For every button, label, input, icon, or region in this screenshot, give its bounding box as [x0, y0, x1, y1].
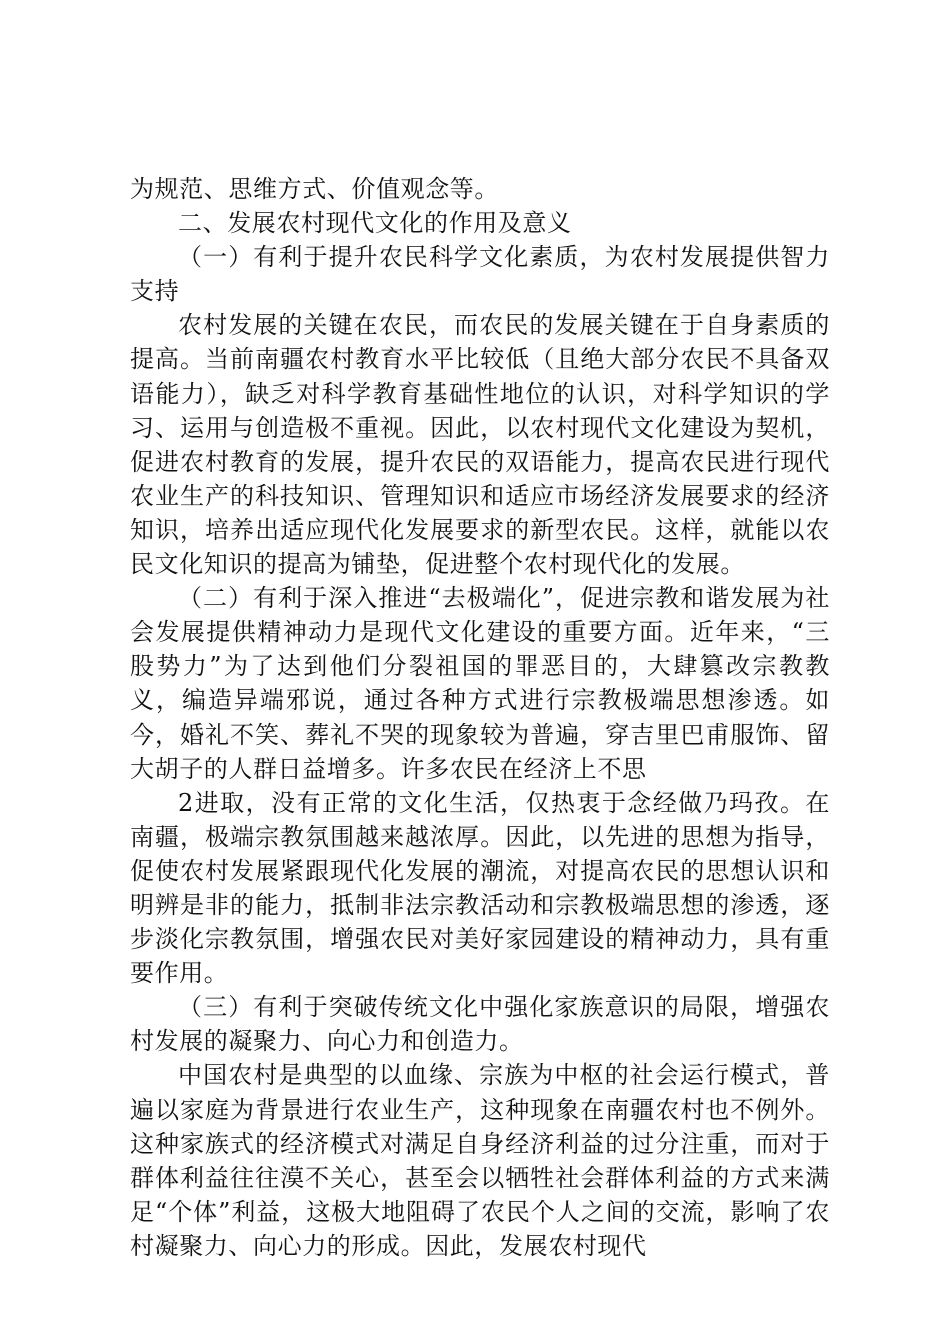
section-heading-2: 二、发展农村现代文化的作用及意义 [178, 209, 572, 238]
subheading-3: （三）有利于突破传统文化中强化家族意识的局限，增强农村发展的凝聚力、向心力和创造力。 [130, 993, 830, 1056]
subheading-1: （一）有利于提升农民科学文化素质，为农村发展提供智力支持 [130, 243, 830, 306]
document-body [130, 172, 830, 1263]
subheading-2-paragraph: （二）有利于深入推进“去极端化”，促进宗教和谐发展为社会发展提供精神动力是现代文化建设的重要方面。近年来，“三股势力”为了达到他们分裂祖国的罪恶目的，大肆篡改宗教教义，编造异端邪说，通过各种方式进行宗教极端思想渗透。如今，婚礼不笑、葬礼不哭的现象较为普遍，穿吉里巴甫服饰、留大胡子的人群日益增多。许多农民在经济上不思 [130, 584, 830, 783]
paragraph-3: 中国农村是典型的以血缘、宗族为中枢的社会运行模式，普遍以家庭为背景进行农业生产，这种现象在南疆农村也不例外。这种家族式的经济模式对满足自身经济利益的过分注重，而对于群体利益往往漠不关心，甚至会以牺牲社会群体利益的方式来满足“个体”利益，这极大地阻碍了农民个人之间的交流，影响了农村凝聚力、向心力的形成。因此，发展农村现代 [130, 1061, 830, 1260]
paragraph-1: 农村发展的关键在农民，而农民的发展关键在于自身素质的提高。当前南疆农村教育水平比较低（且绝大部分农民不具备双语能力），缺乏对科学教育基础性地位的认识，对科学知识的学习、运用与创造极不重视。因此，以农村现代文化建设为契机，促进农村教育的发展，提升农民的双语能力，提高农民进行现代农业生产的科技知识、管理知识和适应市场经济发展要求的经济知识，培养出适应现代化发展要求的新型农民。这样，就能以农民文化知识的提高为铺垫，促进整个农村现代化的发展。 [130, 311, 830, 579]
paragraph-continuation: 为规范、思维方式、价值观念等。 [130, 175, 499, 203]
paragraph-2: 2进取，没有正常的文化生活，仅热衷于念经做乃玛孜。在南疆，极端宗教氛围越来越浓厚。因此，以先进的思想为指导，促使农村发展紧跟现代化发展的潮流，对提高农民的思想认识和明辨是非的能力，抵制非法宗教活动和宗教极端思想的渗透，逐步淡化宗教氛围，增强农民对美好家园建设的精神动力，具有重要作用。 [130, 788, 830, 988]
